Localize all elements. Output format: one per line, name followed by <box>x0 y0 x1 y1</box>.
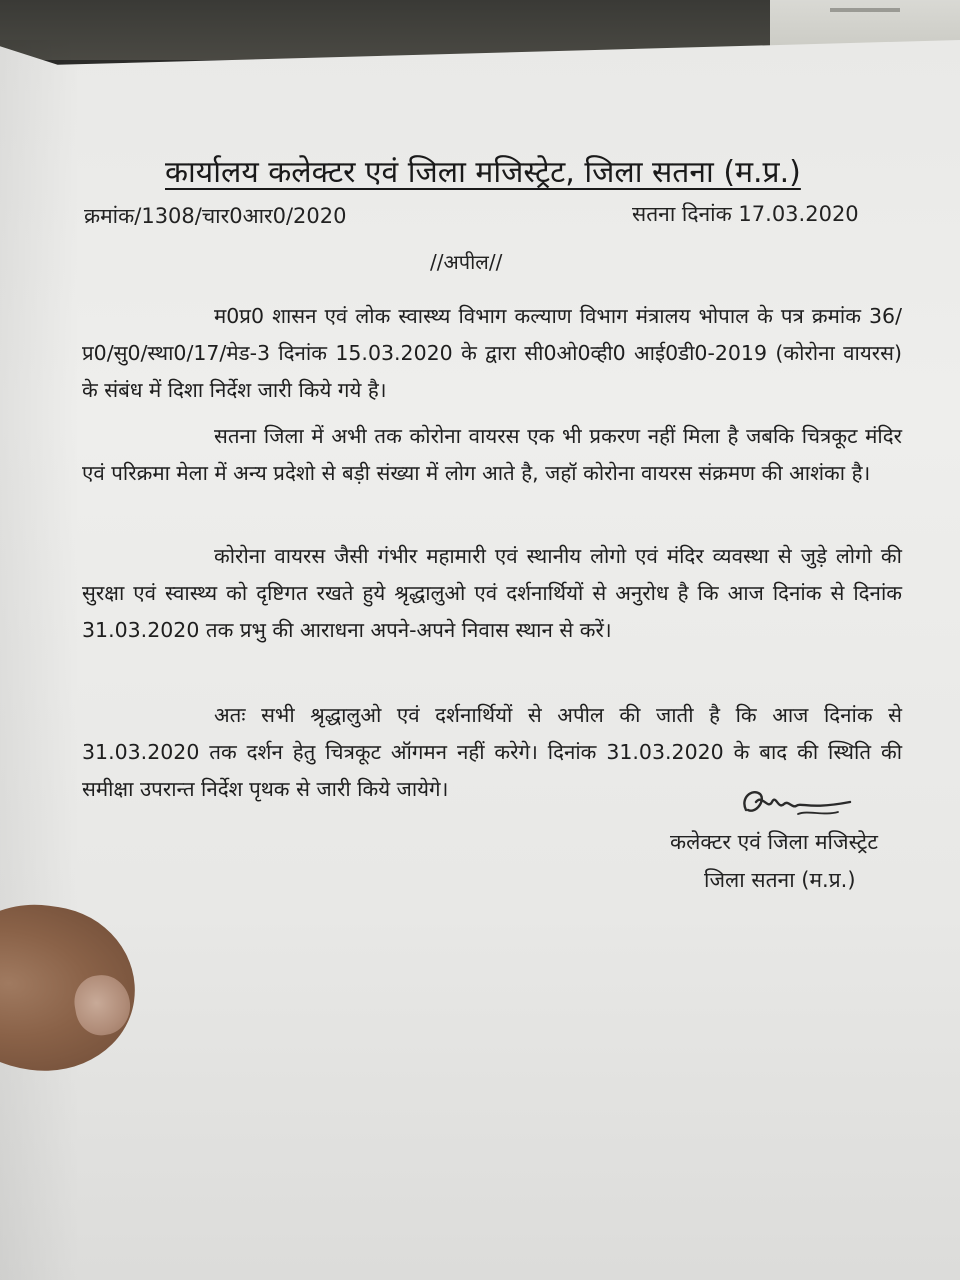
signature <box>738 780 858 830</box>
office-heading: कार्यालय कलेक्टर एवं जिला मजिस्ट्रेट, जिला सतना (म.प्र.) <box>165 155 801 190</box>
paragraph-appeal: अतः सभी श्रृद्धालुओ एवं दर्शनार्थियों से अपील की जाती है कि आज दिनांक से 31.03.2020 तक दर्शन हेतु चित्रकूट ऑगमन नहीं करेगे। दिनांक 31.03.2020 के बाद की स्थिति की समीक्षा उपरान्त निर्देश पृथक से जारी किये जायेगे। <box>82 703 902 801</box>
sheet-shadow <box>0 40 80 1280</box>
paragraph-situation: सतना जिला में अभी तक कोरोना वायरस एक भी प्रकरण नहीं मिला है जबकि चित्रकूट मंदिर एवं परिक्रमा मेला में अन्य प्रदेशो से बड़ी संख्या में लोग आते है, जहॉ कोरोना वायरस संक्रमण की आशंका है। <box>82 424 902 485</box>
signatory-place: जिला सतना (म.प्र.) <box>704 868 856 892</box>
appeal-title: //अपील// <box>430 250 503 274</box>
reference-number: क्रमांक/1308/चार0आर0/2020 <box>84 204 347 228</box>
signatory-title: कलेक्टर एवं जिला मजिस्ट्रेट <box>670 830 878 854</box>
paragraph-request: कोरोना वायरस जैसी गंभीर महामारी एवं स्थानीय लोगो एवं मंदिर व्यवस्था से जुड़े लोगो की सुरक्षा एवं स्वास्थ्य को दृष्टिगत रखते हुये श्रृद्धालुओ एवं दर्शनार्थियों से अनुरोध है कि आज दिनांक से दिनांक 31.03.2020 तक प्रभु की आराधना अपने-अपने निवास स्थान से करें। <box>82 544 902 642</box>
paragraph-reference: म0प्र0 शासन एवं लोक स्वास्थ्य विभाग कल्याण विभाग मंत्रालय भोपाल के पत्र क्रमांक 36/प्र0/सु0/स्था0/17/मेड-3 दिनांक 15.03.2020 के द्वारा सी0ओ0व्ही0 आई0डी0-2019 (कोरोना वायरस) के संबंध में दिशा निर्देश जारी किये गये है। <box>82 304 902 402</box>
place-and-date: सतना दिनांक 17.03.2020 <box>632 202 859 226</box>
